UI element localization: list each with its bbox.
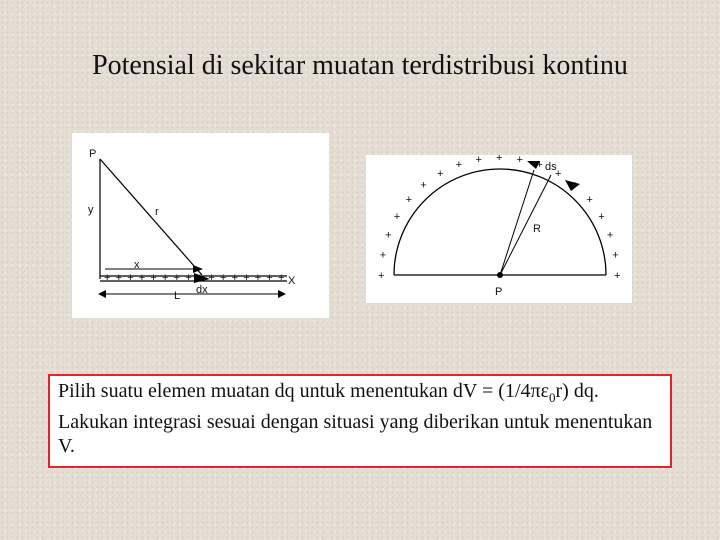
charge-sign: + [385, 229, 392, 242]
charge-sign: + [278, 272, 285, 284]
charge-sign: + [614, 270, 621, 282]
charge-sign: + [405, 194, 413, 207]
explanation-textbox [48, 374, 672, 468]
point-P-dot [497, 272, 503, 278]
charge-sign: + [266, 272, 273, 284]
arc-charge-diagram [366, 155, 632, 303]
charge-sign: + [243, 272, 250, 284]
line-charge-diagram [72, 133, 329, 318]
radius-line-2 [500, 175, 551, 275]
label-R: R [533, 223, 541, 235]
epsilon-symbol: ε [540, 380, 550, 402]
charge-sign: + [496, 155, 503, 164]
charge-sign: + [455, 159, 463, 172]
arc-charge-figure [366, 155, 632, 303]
charge-sign: + [173, 272, 181, 284]
label-L: L [174, 290, 181, 302]
charge-sign: + [420, 179, 427, 192]
label-X: X [288, 275, 296, 287]
charge-sign: + [185, 272, 192, 284]
charge-sign: + [162, 272, 169, 284]
charge-sign: + [231, 272, 239, 284]
slide-title: Potensial di sekitar muatan terdistribusi kontinu [92, 50, 628, 81]
charge-sign: + [516, 155, 523, 166]
label-r: r [155, 206, 159, 218]
charge-sign: + [393, 211, 401, 223]
charge-sign: + [379, 249, 387, 262]
charge-sign: + [104, 272, 111, 284]
charge-sign: + [220, 272, 227, 284]
charge-sign: + [555, 167, 562, 180]
charge-sign: + [571, 179, 579, 192]
charge-sign: + [150, 272, 157, 284]
charge-sign: + [254, 272, 262, 284]
r-line [100, 159, 202, 275]
charge-sign: + [536, 159, 543, 172]
charge-sign: + [127, 272, 134, 284]
radius-line-1 [500, 170, 534, 275]
charge-sign: + [475, 155, 482, 166]
explanation-text-start: Pilih suatu elemen muatan dq untuk menentukan dV = (1/4 [58, 380, 531, 402]
L-arrow-left [98, 290, 106, 298]
label-P: P [89, 148, 97, 160]
charge-sign: + [598, 211, 605, 223]
label-y: y [88, 204, 94, 216]
charge-sign: + [612, 249, 619, 262]
arc-charges [378, 155, 620, 282]
line-charge-figure [72, 133, 329, 318]
L-arrow-right [278, 290, 286, 298]
charge-sign: + [115, 272, 123, 284]
label-ds: ds [545, 161, 557, 173]
charge-sign: + [208, 272, 215, 284]
explanation-text-end: r) dq. Lakukan integrasi sesuai dengan situasi yang diberikan untuk menentukan V. [58, 380, 653, 457]
pi-symbol: π [530, 380, 541, 402]
charge-sign: + [378, 270, 385, 282]
label-P: P [495, 286, 503, 298]
charge-sign: + [437, 167, 444, 180]
label-dx: dx [196, 284, 208, 296]
label-x: x [134, 259, 140, 271]
charge-sign: + [138, 272, 146, 284]
charge-sign: + [586, 194, 593, 207]
charge-sign: + [606, 229, 614, 242]
epsilon-subscript: 0 [549, 390, 556, 405]
